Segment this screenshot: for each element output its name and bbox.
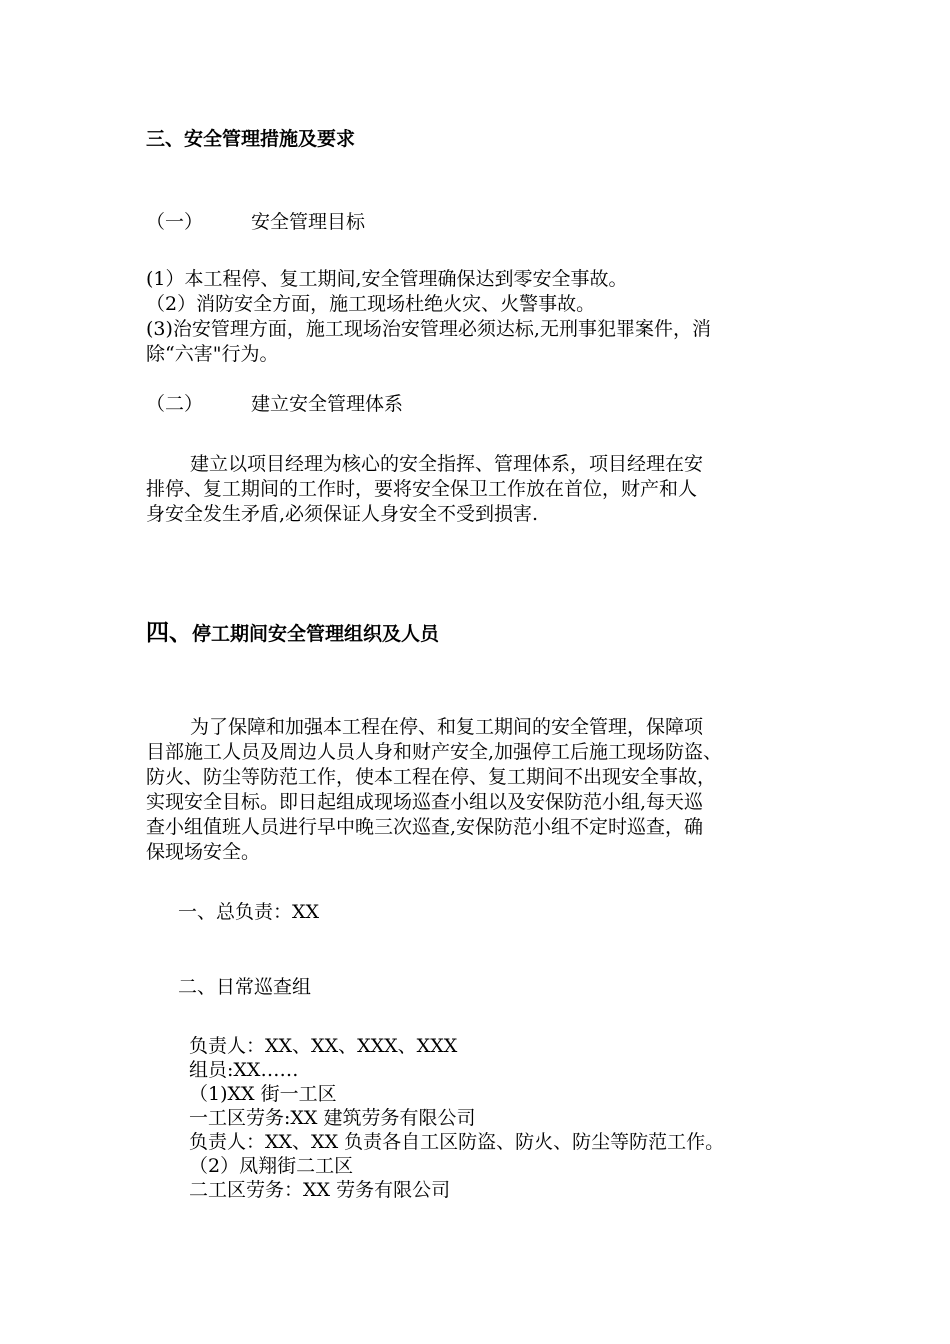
intro-paragraph bbox=[146, 715, 826, 865]
paragraph-line: 查小组值班人员进行早中晚三次巡查,安保防范小组不定时巡查，确 bbox=[146, 816, 704, 838]
safety-goals-list bbox=[146, 267, 826, 367]
section-4-title: 停工期间安全管理组织及人员 bbox=[192, 623, 440, 645]
subsection-2-number: （二） bbox=[146, 393, 204, 415]
subsection-1-heading bbox=[146, 207, 826, 234]
paragraph-line: 实现安全目标。即日起组成现场巡查小组以及安保防范小组,每天巡 bbox=[146, 791, 704, 813]
detail-line: 负责人：XX、XX、XXX、XXX bbox=[189, 1035, 458, 1057]
subsection-1-number: （一） bbox=[146, 211, 204, 233]
paragraph-line: 防火、防尘等防范工作，使本工程在停、复工期间不出现安全事故， bbox=[146, 766, 717, 788]
goal-line: (3)治安管理方面，施工现场治安管理必须达标,无刑事犯罪案件，消 bbox=[146, 318, 711, 340]
goal-line: （2）消防安全方面，施工现场杜绝火灾、火警事故。 bbox=[146, 293, 596, 315]
section-3-heading: 三、安全管理措施及要求 bbox=[146, 128, 356, 150]
paragraph-line: 身安全发生矛盾,必须保证人身安全不受到损害. bbox=[146, 503, 539, 525]
subsection-1-title: 安全管理目标 bbox=[251, 211, 366, 233]
detail-line: 一工区劳务:XX 建筑劳务有限公司 bbox=[189, 1107, 476, 1129]
subsection-2-heading bbox=[146, 389, 826, 416]
goal-line: 除“六害"行为。 bbox=[146, 343, 279, 365]
patrol-group-details bbox=[189, 1034, 869, 1202]
detail-line: 负责人：XX、XX 负责各自工区防盗、防火、防尘等防范工作。 bbox=[189, 1131, 725, 1153]
section-4-number: 四、 bbox=[146, 620, 192, 646]
goal-line: (1）本工程停、复工期间,安全管理确保达到零安全事故。 bbox=[146, 268, 628, 290]
paragraph-line: 目部施工人员及周边人员人身和财产安全,加强停工后施工现场防盗、 bbox=[146, 741, 723, 763]
paragraph-line: 为了保障和加强本工程在停、和复工期间的安全管理，保障项 bbox=[190, 716, 704, 738]
section-4-heading bbox=[146, 614, 826, 647]
detail-line: 组员:XX…… bbox=[189, 1059, 299, 1081]
detail-line: 二工区劳务：XX 劳务有限公司 bbox=[189, 1179, 451, 1201]
general-leader: 一、总负责：XX bbox=[178, 901, 320, 923]
subsection-2-title: 建立安全管理体系 bbox=[251, 393, 404, 415]
paragraph-line: 建立以项目经理为核心的安全指挥、管理体系，项目经理在安 bbox=[190, 453, 704, 475]
patrol-group-heading: 二、日常巡查组 bbox=[178, 976, 312, 998]
paragraph-line: 排停、复工期间的工作时，要将安全保卫工作放在首位，财产和人 bbox=[146, 478, 698, 500]
paragraph-line: 保现场安全。 bbox=[146, 841, 261, 863]
management-system-paragraph bbox=[146, 452, 826, 527]
detail-line: （1)XX 街一工区 bbox=[189, 1083, 337, 1105]
detail-line: （2）凤翔街二工区 bbox=[189, 1155, 354, 1177]
